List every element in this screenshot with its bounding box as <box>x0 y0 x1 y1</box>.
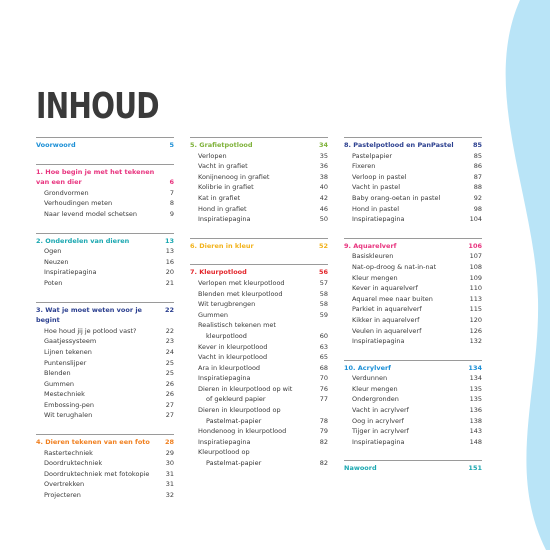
toc-entry <box>36 358 174 369</box>
toc-page-number: 110 <box>469 284 482 293</box>
toc-heading <box>344 463 482 474</box>
toc-label: Hondenoog in kleurpotlood <box>198 427 287 436</box>
toc-label: Ondergronden <box>352 395 399 404</box>
toc-entry <box>344 437 482 448</box>
toc-page-number: 13 <box>164 236 174 245</box>
toc-entry <box>190 151 328 162</box>
toc-entry <box>190 447 328 458</box>
toc-section <box>190 238 328 252</box>
toc-entry <box>36 326 174 337</box>
toc-entry <box>344 304 482 315</box>
toc-page-number: 85 <box>473 151 482 160</box>
toc-label: Konijnenoog in grafiet <box>198 172 270 181</box>
toc-entry <box>190 310 328 321</box>
toc-page-number: 132 <box>469 337 482 346</box>
toc-label: Inspiratiepagina <box>44 268 97 277</box>
toc-page-number: 92 <box>473 193 482 202</box>
toc-label: Inspiratiepagina <box>352 337 405 346</box>
toc-label: Verloop in pastel <box>352 172 407 181</box>
toc-entry <box>344 416 482 427</box>
toc-entry <box>36 336 174 347</box>
toc-page-number: 60 <box>319 331 328 340</box>
toc-entry <box>36 347 174 358</box>
toc-label: Verhoudingen meten <box>44 199 113 208</box>
toc-heading <box>36 437 174 448</box>
toc-column-3 <box>344 137 482 487</box>
toc-heading <box>190 241 328 252</box>
toc-page-number: 134 <box>468 363 482 372</box>
toc-label: Voorwoord <box>36 141 76 149</box>
toc-entry <box>190 373 328 384</box>
toc-label: 2. Onderdelen van dieren <box>36 236 130 245</box>
toc-label: Lijnen tekenen <box>44 347 92 356</box>
toc-entry <box>36 209 174 220</box>
toc-entry <box>344 426 482 437</box>
page-title: INHOUD <box>36 86 159 127</box>
toc-page-number: 106 <box>468 241 482 250</box>
toc-label: Projecteren <box>44 491 81 500</box>
toc-label: Blenden <box>44 369 71 378</box>
toc-page-number: 42 <box>319 193 328 202</box>
toc-page-number: 120 <box>469 315 482 324</box>
toc-page-number: 63 <box>319 342 328 351</box>
toc-label: Ara in kleurpotlood <box>198 363 261 372</box>
toc-label: 9. Aquarelverf <box>344 241 397 250</box>
section-divider <box>344 360 482 361</box>
toc-entry <box>36 448 174 459</box>
toc-section <box>344 137 482 225</box>
toc-label: van een dier <box>36 178 82 187</box>
toc-page-number: 59 <box>319 310 328 319</box>
toc-page-number: 24 <box>165 347 174 356</box>
toc-page-number: 31 <box>165 469 174 478</box>
toc-label: Parkiet in aquarelverf <box>352 305 422 314</box>
toc-label: 7. Kleurpotlood <box>190 268 247 277</box>
toc-label: Rastertechniek <box>44 448 93 457</box>
toc-entry <box>190 416 328 427</box>
toc-heading <box>344 363 482 374</box>
toc-page-number: 32 <box>165 491 174 500</box>
toc-page-number: 26 <box>165 390 174 399</box>
toc-entry <box>344 193 482 204</box>
toc-page-number: 9 <box>169 209 174 218</box>
toc-entry <box>190 458 328 469</box>
toc-page-number: 86 <box>473 162 482 171</box>
toc-page-number: 27 <box>165 411 174 420</box>
toc-label: Verlopen <box>198 151 227 160</box>
toc-entry <box>190 320 328 331</box>
toc-label: Kleur mengen <box>352 273 398 282</box>
toc-page-number: 148 <box>469 437 482 446</box>
toc-label: Wit terughalen <box>44 411 93 420</box>
toc-page-number: 22 <box>164 305 174 314</box>
toc-section <box>190 137 328 225</box>
toc-entry <box>36 389 174 400</box>
toc-entry <box>190 352 328 363</box>
toc-page-number: 31 <box>165 480 174 489</box>
toc-entry <box>190 214 328 225</box>
section-divider <box>36 137 174 138</box>
toc-label: Dieren in kleurpotlood op wit <box>198 384 293 393</box>
toc-label: Pastelpapier <box>352 151 393 160</box>
toc-label: Overtrekken <box>44 480 85 489</box>
toc-entry <box>36 198 174 209</box>
toc-label: Blenden met kleurpotlood <box>198 289 283 298</box>
toc-label: Ogen <box>44 247 62 256</box>
section-divider <box>36 164 174 165</box>
toc-entry <box>344 262 482 273</box>
toc-heading <box>190 267 328 278</box>
toc-entry <box>36 188 174 199</box>
toc-page-number: 26 <box>165 379 174 388</box>
toc-label: Kikker in aquarelverf <box>352 315 420 324</box>
toc-label: kleurpotlood <box>206 331 247 340</box>
toc-page-number: 22 <box>165 326 174 335</box>
toc-entry <box>36 267 174 278</box>
toc-label: Inspiratiepagina <box>352 437 405 446</box>
toc-entry <box>36 177 174 188</box>
section-divider <box>344 460 482 461</box>
toc-label: Kolibrie in grafiet <box>198 183 254 192</box>
toc-entry <box>190 363 328 374</box>
toc-page-number: 87 <box>473 172 482 181</box>
toc-entry <box>190 172 328 183</box>
toc-entry <box>344 172 482 183</box>
toc-entry <box>190 204 328 215</box>
toc-page-number: 23 <box>165 337 174 346</box>
toc-label: Gaatjessysteem <box>44 337 97 346</box>
toc-page-number: 68 <box>319 363 328 372</box>
toc-label: Inspiratiepagina <box>198 437 251 446</box>
toc-label: Hoe houd jij je potlood vast? <box>44 326 137 335</box>
toc-label: Tijger in acrylverf <box>352 427 409 436</box>
toc-label: Embossing-pen <box>44 400 94 409</box>
toc-page-number: 58 <box>319 289 328 298</box>
toc-page-number: 25 <box>165 358 174 367</box>
toc-entry <box>190 161 328 172</box>
toc-heading <box>344 140 482 151</box>
toc-entry <box>344 251 482 262</box>
toc-entry <box>36 490 174 501</box>
section-divider <box>190 137 328 138</box>
toc-entry <box>344 373 482 384</box>
toc-section <box>36 164 174 220</box>
toc-page-number: 115 <box>469 305 482 314</box>
toc-section <box>344 460 482 474</box>
toc-label: Inspiratiepagina <box>198 215 251 224</box>
toc-entry <box>344 283 482 294</box>
toc-page-number: 134 <box>469 374 482 383</box>
toc-entry <box>190 405 328 416</box>
toc-label: Neuzen <box>44 257 69 266</box>
section-divider <box>344 238 482 239</box>
toc-page-number: 5 <box>169 141 174 149</box>
toc-page-number: 98 <box>473 204 482 213</box>
section-divider <box>36 233 174 234</box>
toc-page-number: 58 <box>319 300 328 309</box>
toc-entry <box>190 182 328 193</box>
toc-page-number: 13 <box>165 247 174 256</box>
toc-page-number: 88 <box>473 183 482 192</box>
toc-page-number: 113 <box>469 294 482 303</box>
toc-page-number: 143 <box>469 427 482 436</box>
toc-label: Vacht in grafiet <box>198 162 248 171</box>
toc-page-number: 78 <box>319 416 328 425</box>
toc-label: 8. Pastelpotlood en PanPastel <box>344 141 454 149</box>
toc-label: 4. Dieren tekenen van een foto <box>36 438 150 447</box>
toc-section <box>344 238 482 347</box>
toc-page-number: 30 <box>165 459 174 468</box>
toc-page-number: 79 <box>319 427 328 436</box>
toc-entry <box>36 257 174 268</box>
toc-entry <box>190 193 328 204</box>
toc-page-number: 70 <box>319 374 328 383</box>
toc-section <box>190 264 328 468</box>
toc-heading <box>190 140 328 151</box>
toc-entry <box>36 379 174 390</box>
toc-entry <box>190 331 328 342</box>
toc-page-number: 25 <box>165 369 174 378</box>
toc-page-number: 138 <box>469 416 482 425</box>
toc-page-number: 135 <box>469 395 482 404</box>
section-divider <box>190 264 328 265</box>
toc-page-number: 82 <box>319 459 328 468</box>
toc-column-1 <box>36 137 174 514</box>
toc-page-number: 104 <box>469 215 482 224</box>
toc-label: Aquarel mee naar buiten <box>352 294 433 303</box>
toc-entry <box>190 278 328 289</box>
toc-label: Verdunnen <box>352 374 388 383</box>
toc-entry <box>36 278 174 289</box>
toc-label: 5. Grafietpotlood <box>190 141 253 149</box>
toc-label: Gummen <box>198 310 228 319</box>
toc-page-number: 27 <box>165 400 174 409</box>
toc-label: of gekleurd papier <box>206 395 266 404</box>
toc-label: Gummen <box>44 379 74 388</box>
section-divider <box>344 137 482 138</box>
toc-label: 3. Wat je moet weten voor je begint <box>36 305 142 325</box>
toc-label: Kever in aquarelverf <box>352 284 418 293</box>
toc-page-number: 35 <box>319 151 328 160</box>
toc-page-number: 107 <box>469 252 482 261</box>
toc-label: Basiskleuren <box>352 252 394 261</box>
toc-heading <box>36 236 174 247</box>
toc-page-number: 40 <box>319 183 328 192</box>
toc-page-number: 65 <box>319 353 328 362</box>
toc-page-number: 36 <box>319 162 328 171</box>
toc-heading <box>344 241 482 252</box>
toc-label: 10. Acrylverf <box>344 363 392 372</box>
toc-entry <box>344 405 482 416</box>
toc-entry <box>190 437 328 448</box>
section-divider <box>36 434 174 435</box>
toc-label: Wit terugbrengen <box>198 300 256 309</box>
toc-page-number: 57 <box>319 278 328 287</box>
toc-entry <box>190 384 328 395</box>
toc-entry <box>36 479 174 490</box>
toc-section <box>36 434 174 501</box>
toc-label: Realistisch tekenen met <box>198 321 276 330</box>
toc-entry <box>36 246 174 257</box>
toc-page-number: 109 <box>469 273 482 282</box>
toc-label: Kleur mengen <box>352 384 398 393</box>
toc-section <box>344 360 482 448</box>
toc-label: Hond in pastel <box>352 204 400 213</box>
toc-entry <box>36 400 174 411</box>
toc-page-number: 135 <box>469 384 482 393</box>
toc-label: Kever in kleurpotlood <box>198 342 268 351</box>
toc-entry <box>344 384 482 395</box>
toc-label: Nawoord <box>344 464 377 473</box>
toc-entry <box>190 299 328 310</box>
toc-column-2 <box>190 137 328 482</box>
toc-label: Dieren in kleurpotlood op <box>198 406 281 415</box>
toc-entry <box>36 458 174 469</box>
toc-label: Kat in grafiet <box>198 193 241 202</box>
toc-label: Inspiratiepagina <box>352 215 405 224</box>
toc-entry <box>344 394 482 405</box>
toc-page-number: 108 <box>469 262 482 271</box>
toc-heading <box>36 167 174 178</box>
toc-entry <box>344 315 482 326</box>
toc-section <box>36 233 174 289</box>
toc-page-number: 38 <box>319 172 328 181</box>
toc-label: Veulen in aquarelverf <box>352 326 422 335</box>
toc-page-number: 56 <box>318 268 328 277</box>
toc-page-number: 151 <box>468 464 482 473</box>
toc-page-number: 34 <box>318 141 328 149</box>
toc-page-number: 20 <box>165 268 174 277</box>
toc-label: Poten <box>44 278 63 287</box>
toc-entry <box>344 182 482 193</box>
toc-entry <box>190 426 328 437</box>
toc-label: Fixeren <box>352 162 376 171</box>
toc-page-number: 136 <box>469 406 482 415</box>
toc-entry <box>190 342 328 353</box>
toc-label: Vacht in pastel <box>352 183 401 192</box>
toc-entry <box>190 289 328 300</box>
toc-entry <box>344 214 482 225</box>
toc-label: Vacht in acrylverf <box>352 406 409 415</box>
toc-page-number: 7 <box>169 188 174 197</box>
toc-label: Pastelmat-papier <box>206 416 262 425</box>
toc-page-number: 6 <box>169 178 174 187</box>
toc-page-number: 8 <box>169 199 174 208</box>
toc-section <box>36 302 174 422</box>
toc-page-number: 76 <box>319 384 328 393</box>
toc-label: Grondvormen <box>44 188 89 197</box>
toc-label: Vacht in kleurpotlood <box>198 353 268 362</box>
toc-entry <box>36 469 174 480</box>
toc-label: Baby orang-oetan in pastel <box>352 193 441 202</box>
toc-label: Verlopen met kleurpotlood <box>198 278 285 287</box>
toc-page-number: 52 <box>318 241 328 250</box>
toc-entry <box>344 294 482 305</box>
toc-page-number: 16 <box>165 257 174 266</box>
toc-page-number: 21 <box>165 278 174 287</box>
toc-entry <box>36 368 174 379</box>
toc-page-number: 77 <box>319 395 328 404</box>
toc-label: Mestechniek <box>44 390 85 399</box>
toc-label: 1. Hoe begin je met het tekenen <box>36 167 155 176</box>
toc-label: Oog in acrylverf <box>352 416 404 425</box>
toc-heading <box>36 140 174 151</box>
toc-label: Hond in grafiet <box>198 204 247 213</box>
toc-section <box>36 137 174 151</box>
toc-entry <box>344 204 482 215</box>
toc-label: Inspiratiepagina <box>198 374 251 383</box>
toc-page-number: 28 <box>164 438 174 447</box>
toc-entry <box>344 336 482 347</box>
toc-label: 6. Dieren in kleur <box>190 241 254 250</box>
toc-entry <box>344 151 482 162</box>
section-divider <box>36 302 174 303</box>
toc-label: Doordruktechniek <box>44 459 103 468</box>
toc-label: Pastelmat-papier <box>206 459 262 468</box>
toc-page-number: 82 <box>319 437 328 446</box>
section-divider <box>190 238 328 239</box>
toc-label: Kleurpotlood op <box>198 448 250 457</box>
toc-page-number: 50 <box>319 215 328 224</box>
toc-label: Nat-op-droog & nat-in-nat <box>352 262 437 271</box>
toc-heading <box>36 305 174 326</box>
toc-page-number: 46 <box>319 204 328 213</box>
toc-entry <box>344 161 482 172</box>
toc-entry <box>36 410 174 421</box>
toc-page-number: 85 <box>472 141 482 149</box>
toc-label: Puntenslijper <box>44 358 87 367</box>
toc-label: Doordruktechniek met fotokopie <box>44 469 150 478</box>
toc-entry <box>344 273 482 284</box>
toc-entry <box>344 326 482 337</box>
toc-entry <box>190 394 328 405</box>
toc-page-number: 29 <box>165 448 174 457</box>
toc-page-number: 126 <box>469 326 482 335</box>
toc-label: Naar levend model schetsen <box>44 209 137 218</box>
